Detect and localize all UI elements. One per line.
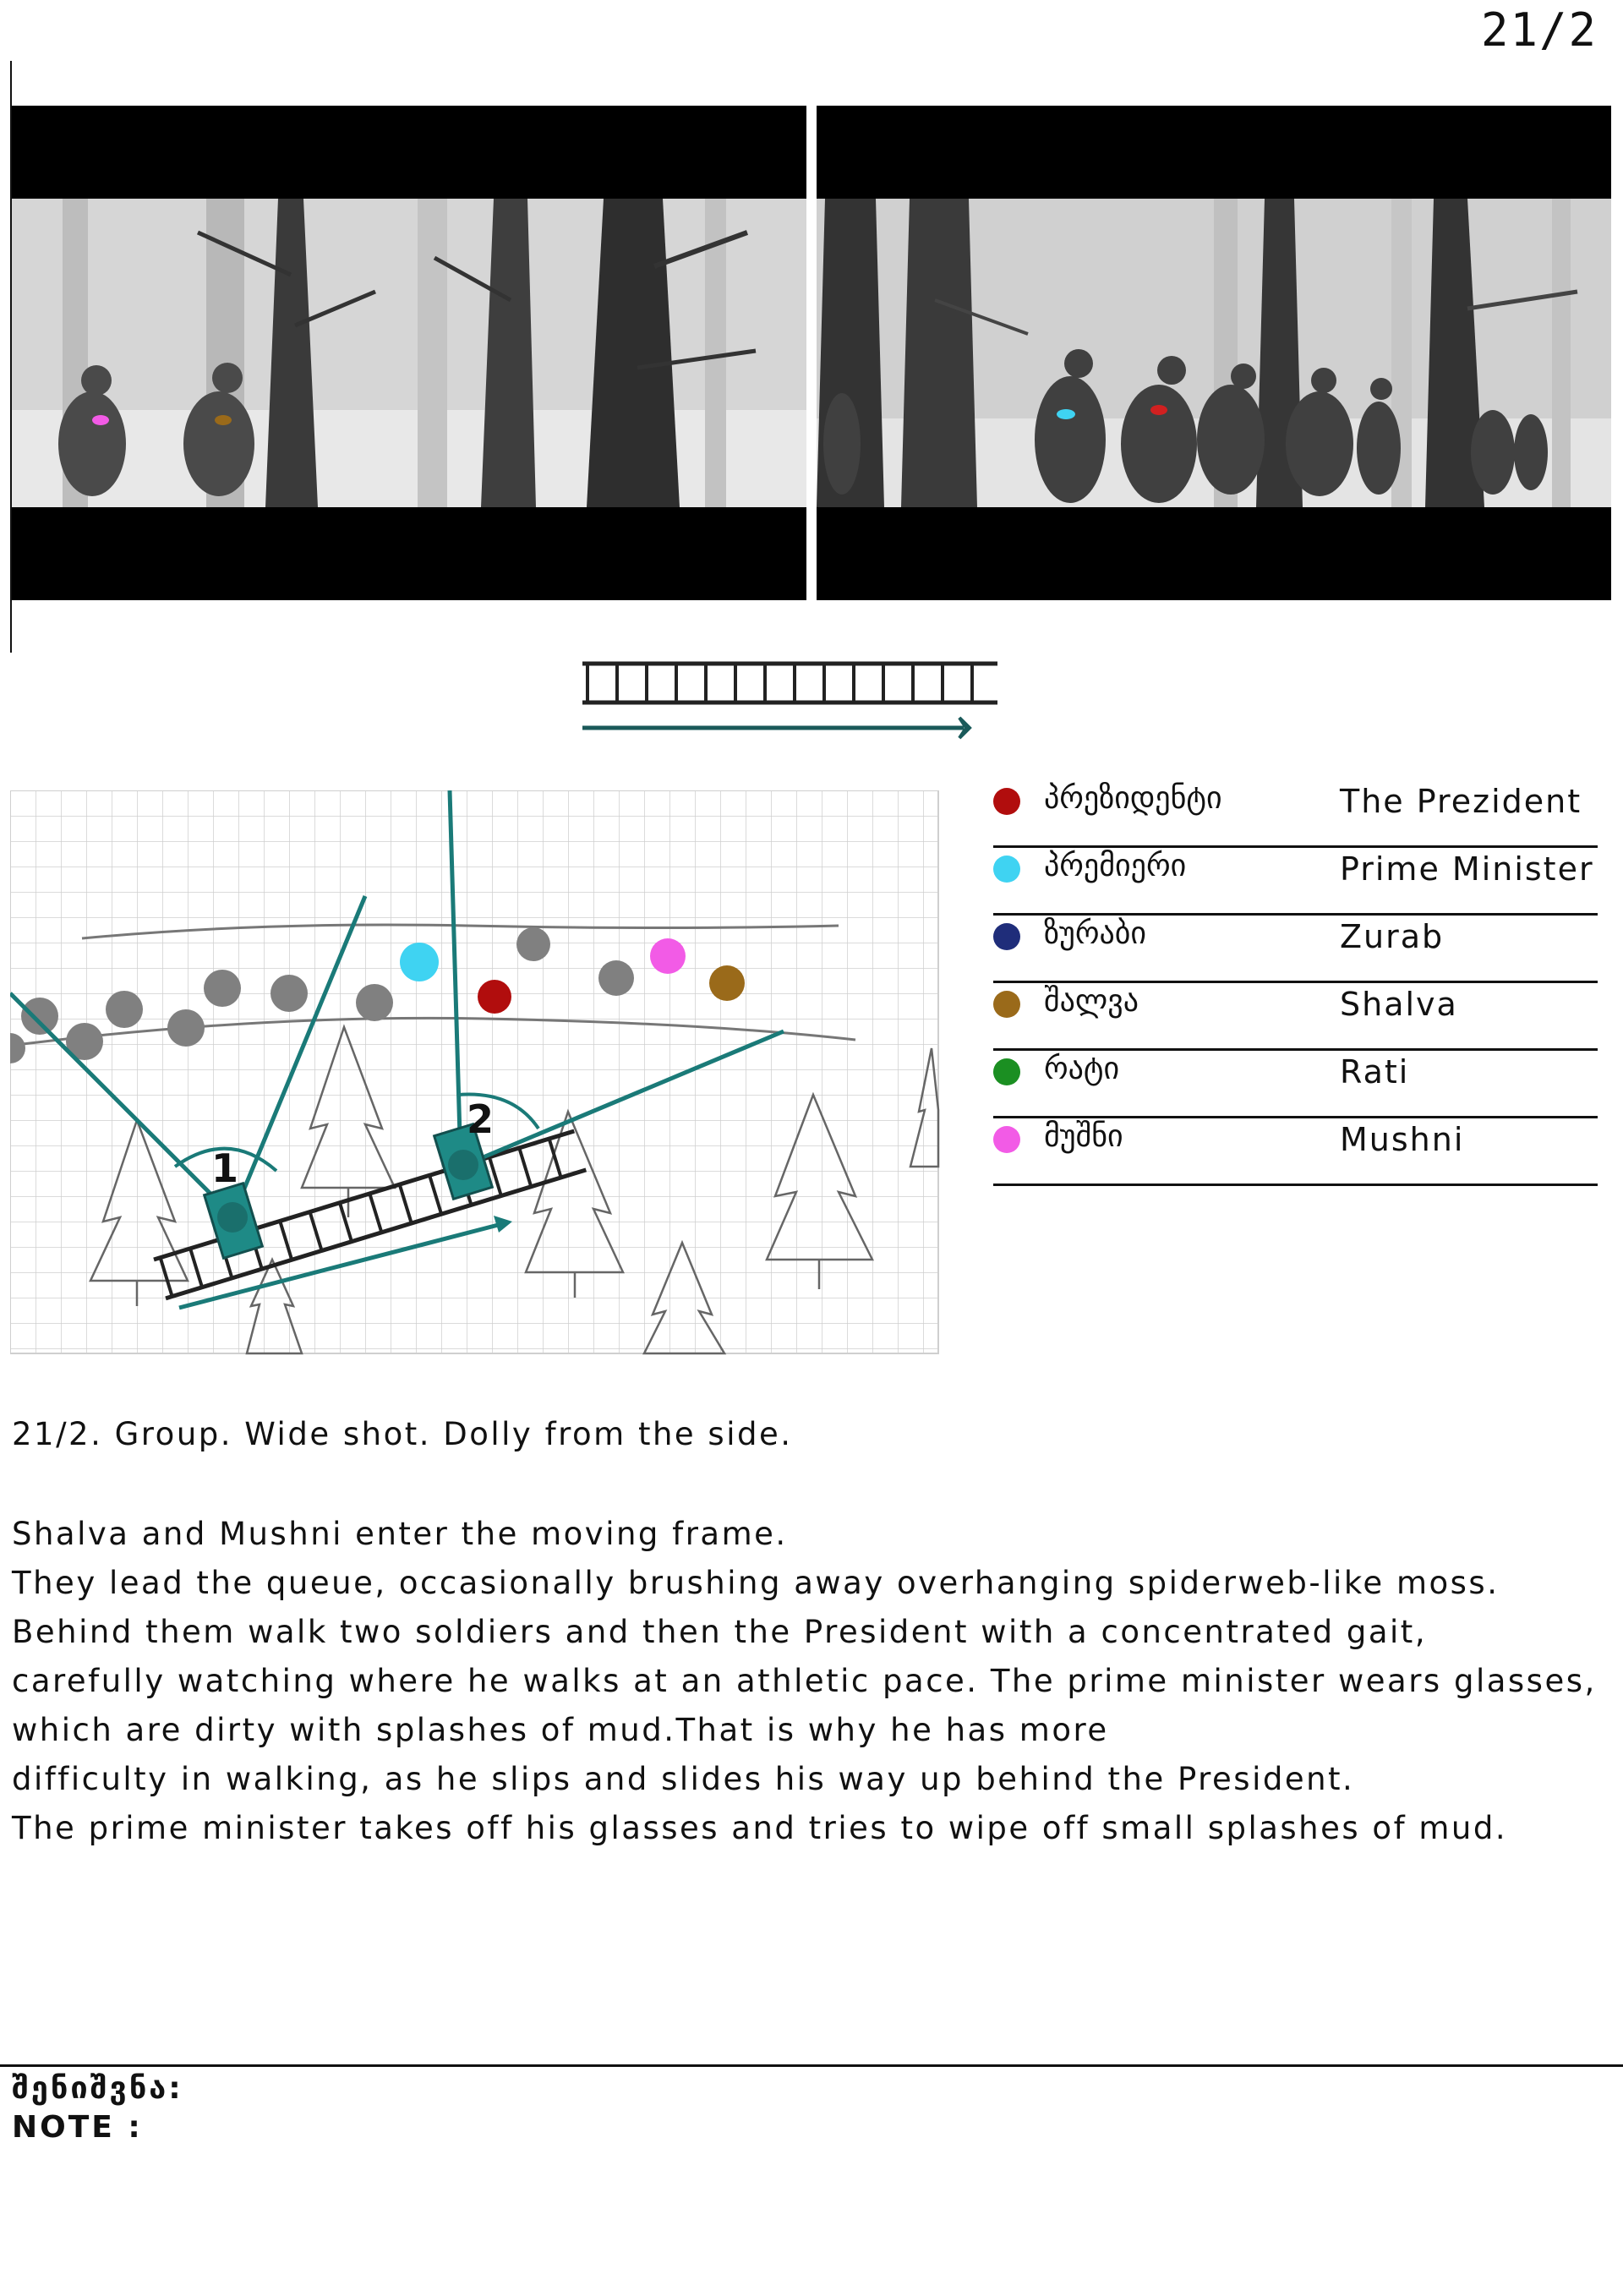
description-line: They lead the queue, occasionally brushing away overhanging spiderweb-like moss. [12,1565,1500,1601]
legend-color-dot [993,1126,1020,1153]
legend-label-georgian: მუშნი [1044,1119,1123,1154]
legend-row-mushni [993,1116,1598,1186]
soldier-mark [270,975,308,1012]
legend-row-prime-minister [993,845,1598,916]
legend-color-dot [993,788,1020,815]
dolly-track-diagram [579,655,1002,748]
description-line: Behind them walk two soldiers and then the President with a concentrated gait, [12,1614,1428,1650]
prime-minister-mark [400,943,439,981]
president-mark [478,980,511,1014]
legend-label-georgian: პრეზიდენტი [1044,781,1222,816]
frame-1-forest-sketch [12,199,806,507]
legend-label-georgian: ზურაბი [1044,916,1147,951]
description-line: difficulty in walking, as he slips and slides his way up behind the President. [12,1761,1355,1797]
legend-label-georgian: შალვა [1044,984,1139,1019]
mushni-mark [650,938,686,974]
camera-floor-plan [10,790,940,1355]
legend-row-zurab [993,913,1598,983]
legend-label-english: Mushni [1340,1121,1465,1158]
shalva-mark [709,965,745,1001]
description-line: Shalva and Mushni enter the moving frame. [12,1516,788,1552]
note-divider [0,2064,1623,2067]
legend-label-english: Shalva [1340,986,1458,1023]
legend-label-english: Rati [1340,1053,1410,1091]
soldier-mark [598,960,634,996]
legend-row-rati [993,1048,1598,1118]
note-label-georgian: შენიშვნა: [12,2071,183,2106]
legend-row-shalva [993,981,1598,1051]
legend-label-english: Zurab [1340,918,1445,955]
legend-row-president [993,778,1598,848]
soldier-mark [356,984,393,1021]
legend-color-dot [993,923,1020,950]
legend-color-dot [993,856,1020,883]
legend-label-georgian: რატი [1044,1052,1120,1086]
storyboard-frame-2 [817,106,1611,600]
soldier-mark [204,970,241,1007]
soldier-mark [21,998,58,1035]
legend-label-english: The Prezident [1340,783,1582,820]
page-number: 21/2 [1480,3,1598,57]
camera-label-2: 2 [467,1096,495,1142]
shot-heading: 21/2. Group. Wide shot. Dolly from the side. [12,1416,793,1452]
legend-color-dot [993,1058,1020,1085]
legend-label-georgian: პრემიერი [1044,849,1187,883]
storyboard-frame-1 [12,106,806,600]
grid-background [10,790,938,1353]
legend-color-dot [993,991,1020,1018]
description-line: which are dirty with splashes of mud.That is why he has more [12,1712,1109,1748]
legend-label-english: Prime Minister [1340,850,1594,888]
soldier-mark [106,991,143,1028]
soldier-mark [516,927,550,961]
frame-2-forest-sketch [817,199,1611,507]
description-line: carefully watching where he walks at an athletic pace. The prime minister wears glasses, [12,1663,1597,1699]
note-label-english: NOTE : [12,2110,143,2145]
camera-label-1: 1 [211,1145,239,1191]
description-line: The prime minister takes off his glasses and tries to wipe off small splashes of mud. [12,1810,1508,1846]
soldier-mark [167,1009,205,1047]
